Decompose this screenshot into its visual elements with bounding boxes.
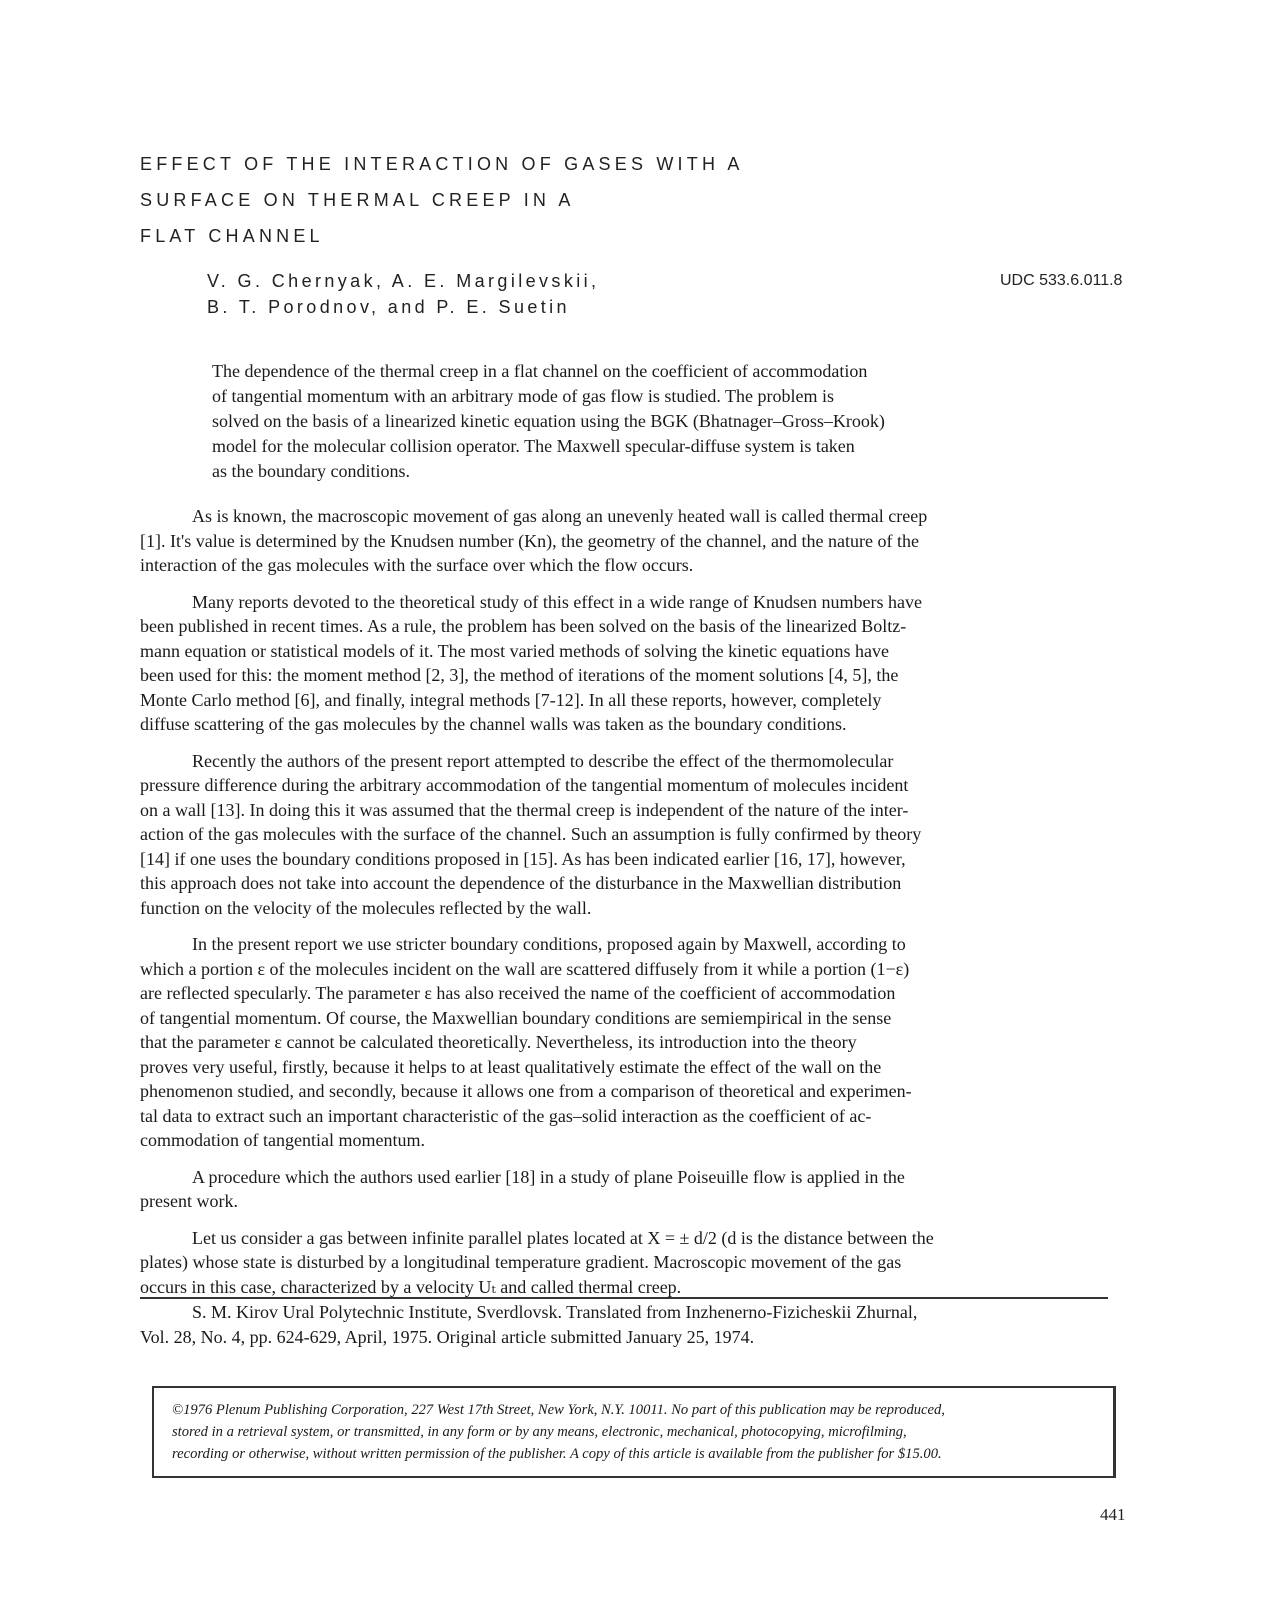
body-line: Monte Carlo method [6], and finally, integral methods [7-12]. In all these reports, however, completely bbox=[140, 689, 882, 710]
body-line: pressure difference during the arbitrary accommodation of the tangential momentum of molecules incident bbox=[140, 775, 909, 795]
title-line: SURFACE ON THERMAL CREEP IN A bbox=[140, 190, 575, 210]
body-line: As is known, the macroscopic movement of gas along an unevenly heated wall is called thermal creep bbox=[192, 506, 928, 526]
body-line: diffuse scattering of the gas molecules by the channel walls was taken as the boundary conditions. bbox=[140, 714, 847, 734]
footnote-line: Vol. 28, No. 4, pp. 624-629, April, 1975. Original article submitted January 25, 1974. bbox=[140, 1327, 755, 1347]
body-line: function on the velocity of the molecules reflected by the wall. bbox=[140, 897, 592, 918]
footnote bbox=[140, 1300, 1150, 1350]
body-line: proves very useful, firstly, because it helps to at least qualitatively estimate the effect of the wall on the bbox=[140, 1056, 882, 1077]
body-paragraph bbox=[140, 749, 1150, 921]
body-line: In the present report we use stricter boundary conditions, proposed again by Maxwell, according to bbox=[192, 934, 906, 954]
body-paragraph bbox=[140, 932, 1150, 1153]
body-line: tal data to extract such an important characteristic of the gas–solid interaction as the coefficient of ac- bbox=[140, 1105, 872, 1126]
author-line: V. G. Chernyak, A. E. Margilevskii, bbox=[207, 271, 600, 291]
body-line: [14] if one uses the boundary conditions proposed in [15]. As has been indicated earlier [16, 17], however, bbox=[140, 848, 906, 869]
footnote-line: S. M. Kirov Ural Polytechnic Institute, Sverdlovsk. Translated from Inzhenerno-Fizicheskii Zhurnal, bbox=[192, 1302, 918, 1322]
author-list bbox=[207, 268, 599, 320]
body-line: Many reports devoted to the theoretical study of this effect in a wide range of Knudsen numbers have bbox=[192, 591, 922, 612]
body-line: occurs in this case, characterized by a velocity Uₜ and called thermal creep. bbox=[140, 1276, 682, 1297]
body-paragraph bbox=[140, 1226, 1150, 1300]
copyright-line: ©1976 Plenum Publishing Corporation, 227 West 17th Street, New York, N.Y. 10011. No part of this publication may be reproduced, bbox=[172, 1402, 945, 1418]
abstract-line: The dependence of the thermal creep in a flat channel on the coefficient of accommodation bbox=[212, 361, 868, 381]
abstract-line: of tangential momentum with an arbitrary mode of gas flow is studied. The problem is bbox=[212, 386, 835, 406]
udc-code: UDC 533.6.011.8 bbox=[1000, 272, 1123, 289]
body-paragraph bbox=[140, 504, 1150, 578]
footnote-divider bbox=[140, 1297, 1108, 1299]
body-line: Recently the authors of the present report attempted to describe the effect of the thermomolecular bbox=[192, 750, 894, 771]
title-line: FLAT CHANNEL bbox=[140, 226, 324, 246]
abstract bbox=[212, 359, 1092, 484]
body-paragraph bbox=[140, 590, 1150, 737]
body-line: been used for this: the moment method [2, 3], the method of iterations of the moment solutions [4, 5], the bbox=[140, 665, 899, 685]
abstract-line: solved on the basis of a linearized kinetic equation using the BGK (Bhatnager–Gross–Krook) bbox=[212, 411, 885, 431]
copyright-box bbox=[152, 1386, 1116, 1478]
abstract-line: model for the molecular collision operator. The Maxwell specular-diffuse system is taken bbox=[212, 436, 855, 456]
body-line: are reflected specularly. The parameter ε has also received the name of the coefficient of accommodation bbox=[140, 983, 896, 1003]
page-number: 441 bbox=[1100, 1505, 1126, 1524]
body-line: commodation of tangential momentum. bbox=[140, 1130, 425, 1150]
article-title bbox=[140, 146, 900, 254]
body-line: which a portion ε of the molecules incident on the wall are scattered diffusely from it while a portion (1−ε) bbox=[140, 958, 910, 979]
body-line: action of the gas molecules with the surface of the channel. Such an assumption is fully confirmed by theory bbox=[140, 824, 922, 844]
body-line: of tangential momentum. Of course, the Maxwellian boundary conditions are semiempirical in the sense bbox=[140, 1007, 892, 1028]
body-line: plates) whose state is disturbed by a longitudinal temperature gradient. Macroscopic movement of the gas bbox=[140, 1252, 902, 1272]
body-line: mann equation or statistical models of it. The most varied methods of solving the kinetic equations have bbox=[140, 640, 890, 661]
body-line: present work. bbox=[140, 1191, 238, 1211]
body-line: [1]. It's value is determined by the Knudsen number (Kn), the geometry of the channel, and the nature of the bbox=[140, 530, 919, 551]
body-paragraph bbox=[140, 1165, 1150, 1214]
author-line: B. T. Porodnov, and P. E. Suetin bbox=[207, 297, 570, 317]
title-line: EFFECT OF THE INTERACTION OF GASES WITH A bbox=[140, 154, 744, 174]
abstract-line: as the boundary conditions. bbox=[212, 461, 410, 481]
copyright-line: recording or otherwise, without written permission of the publisher. A copy of this article is available from the publisher for $15.00. bbox=[172, 1446, 942, 1462]
body-line: been published in recent times. As a rule, the problem has been solved on the basis of the linearized Boltz- bbox=[140, 616, 907, 636]
body-line: on a wall [13]. In doing this it was assumed that the thermal creep is independent of the nature of the inter- bbox=[140, 799, 909, 820]
body-line: phenomenon studied, and secondly, because it allows one from a comparison of theoretical and experimen- bbox=[140, 1081, 912, 1101]
body-line: this approach does not take into account the dependence of the disturbance in the Maxwellian distribution bbox=[140, 873, 902, 893]
body-line: interaction of the gas molecules with the surface over which the flow occurs. bbox=[140, 555, 694, 575]
body-line: that the parameter ε cannot be calculated theoretically. Nevertheless, its introduction into the theory bbox=[140, 1032, 857, 1052]
article-body bbox=[140, 504, 1150, 1311]
copyright-line: stored in a retrieval system, or transmitted, in any form or by any means, electronic, mechanical, photocopying, microfilming, bbox=[172, 1424, 907, 1440]
body-line: A procedure which the authors used earlier [18] in a study of plane Poiseuille flow is applied in the bbox=[192, 1166, 905, 1187]
body-line: Let us consider a gas between infinite parallel plates located at X = ± d/2 (d is the distance between the bbox=[192, 1227, 934, 1248]
